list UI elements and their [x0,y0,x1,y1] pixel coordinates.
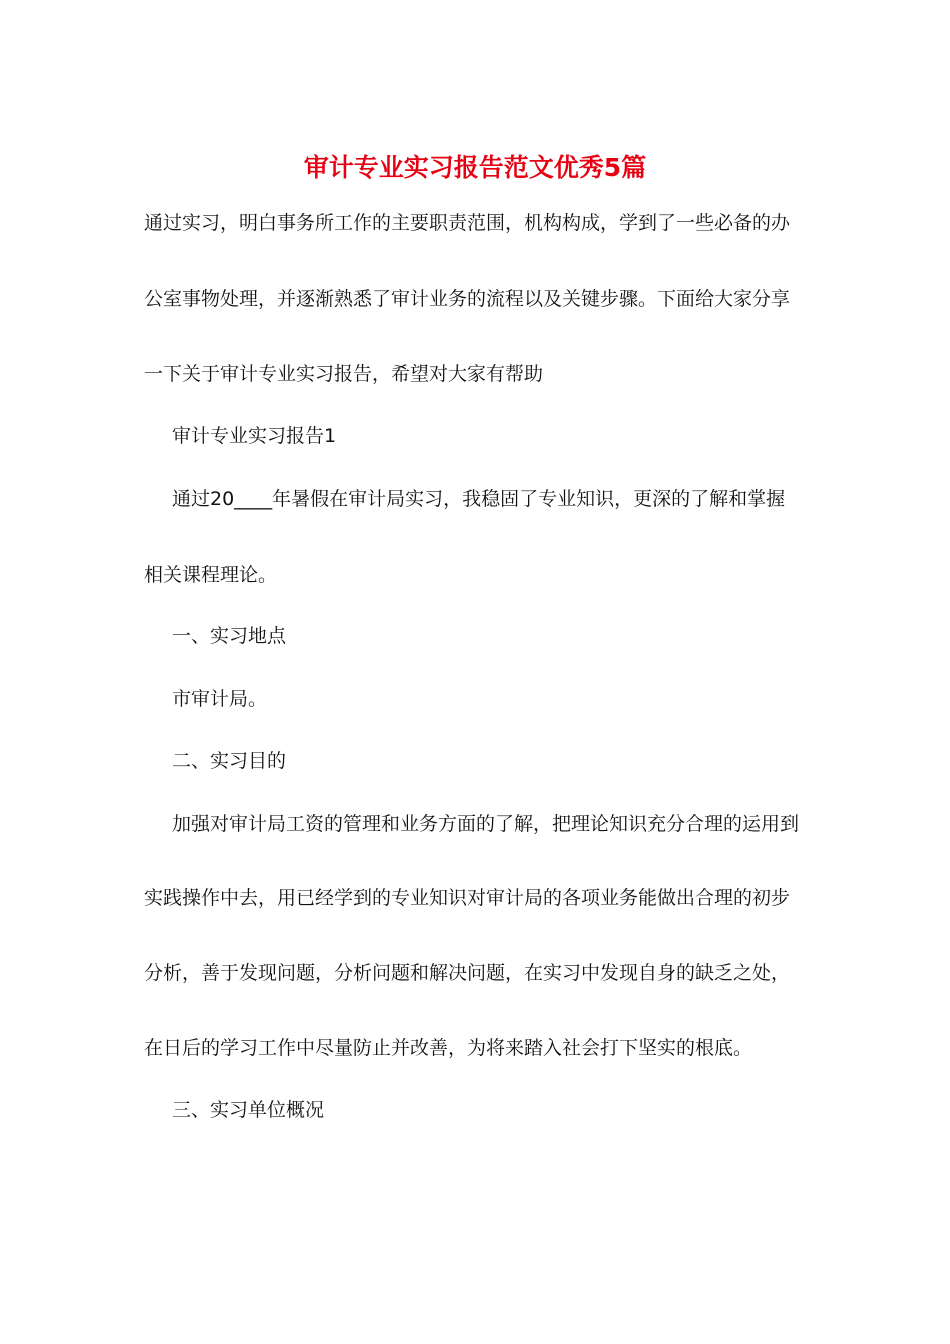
section-body: 市审计局。 [172,688,268,710]
document-title: 审计专业实习报告范文优秀5篇 [303,153,647,182]
intro-line: 通过实习，明白事务所工作的主要职责范围，机构构成，学到了一些必备的办 [144,212,791,234]
paragraph-line: 分析，善于发现问题，分析问题和解决问题，在实习中发现自身的缺乏之处， [144,962,791,984]
intro-line: 公室事物处理，并逐渐熟悉了审计业务的流程以及关键步骤。下面给大家分享 [144,288,791,310]
report-heading: 审计专业实习报告1 [172,425,337,447]
paragraph-line: 加强对审计局工资的管理和业务方面的了解，把理论知识充分合理的运用到 [172,813,800,835]
section-heading: 二、实习目的 [172,750,287,772]
paragraph-line: 相关课程理论。 [144,564,278,586]
paragraph-line: 实践操作中去，用已经学到的专业知识对审计局的各项业务能做出合理的初步 [144,887,791,909]
paragraph-line: 通过20____年暑假在审计局实习，我稳固了专业知识，更深的了解和掌握 [172,488,786,510]
section-heading: 一、实习地点 [172,625,287,647]
paragraph-line: 在日后的学习工作中尽量防止并改善，为将来踏入社会打下坚实的根底。 [144,1037,753,1059]
section-heading: 三、实习单位概况 [172,1099,325,1121]
intro-line: 一下关于审计专业实习报告，希望对大家有帮助 [144,363,544,385]
